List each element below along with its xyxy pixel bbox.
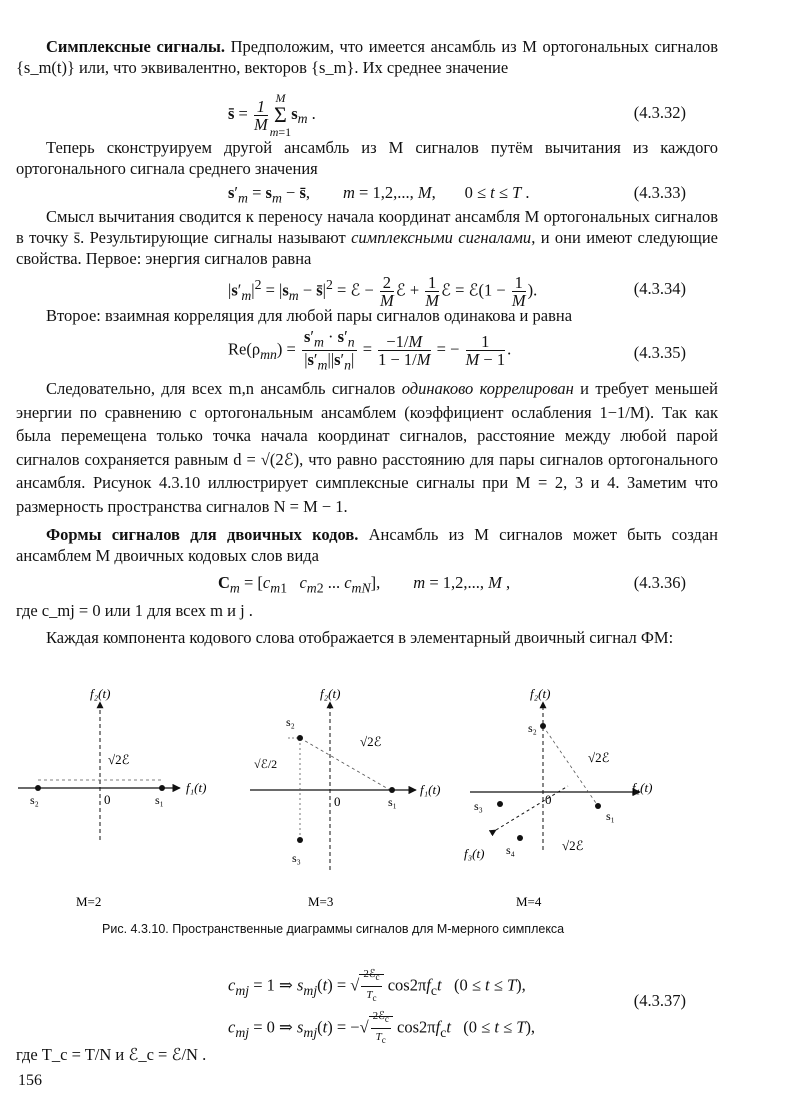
panel-label: M=2 (76, 894, 102, 909)
equation-number: (4.3.34) (633, 279, 686, 298)
point-s1 (595, 803, 601, 809)
paragraph-where-c: где c_mj = 0 или 1 для всех m и j . (16, 601, 253, 620)
heading-binary-codes: Формы сигналов для двоичных кодов. (46, 525, 359, 544)
label-f1: f₁(t) (420, 782, 441, 797)
label-f2: f₂(t) (90, 686, 111, 701)
label-dist: √2ℰ (108, 752, 130, 767)
label-dist: √2ℰ (588, 750, 610, 765)
panel-label: M=4 (516, 894, 542, 909)
equation-number: (4.3.33) (633, 183, 686, 202)
figure-caption: Рис. 4.3.10. Пространственные диаграммы сигналов для M-мерного симплекса (102, 922, 565, 936)
label-origin: 0 (545, 792, 552, 807)
label-half: √ℰ/2 (254, 757, 278, 771)
paragraph-consequently: Следовательно, для всех m,n ансамбль сигналов одинаково коррелирован и требует меньшей энергии по сравнению с ортогональным ансамблем (коэффициент ослабления 1−1/M). Так как была перемещена только точка начала координат сигналов, расстояние между любой парой сигналов сохраняется равным d = √(2ℰ), что равно расстоянию для пары сигналов ортогонального ансамбля. Рисунок 4.3.10 иллюстрирует симплексные сигналы при M = 2, 3 и 4. Заметим что размерность пространства сигналов N = M − 1. (16, 379, 718, 516)
label-f3: f₃(t) (464, 846, 485, 861)
label-dist: √2ℰ (562, 838, 584, 853)
label-s1: s₁ (606, 809, 615, 823)
point-s2 (540, 723, 546, 729)
paragraph-each-component: Каждая компонента кодового слова отображается в элементарный двоичный сигнал ФМ: (46, 628, 674, 647)
page-number: 156 (18, 1072, 42, 1089)
point-s1 (389, 787, 395, 793)
label-s3: s₃ (474, 799, 483, 813)
panel-m2 (18, 686, 206, 909)
equation-4-3-36: $C_m = [c_{m1}$ $c_{m2}$ ... $c_{mN}$], m = 1,2,..., M , (218, 573, 511, 596)
label-f2: f₂(t) (530, 686, 551, 701)
paragraph-meaning: Смысл вычитания сводится к переносу начала координат ансамбля M ортогональных сигналов в точку s̄. Результирующие сигналы называют симплексными сигналами, и они имеют следующие свойства. Первое: энергия сигналов равна (16, 207, 718, 268)
equation-4-3-32: s̄ = $\frac{1}{M}$ M Σ m=1 $s_m$ . (228, 91, 316, 139)
paragraph-simplex-intro: Симплексные сигналы. Предположим, что имеется ансамбль из M ортогональных сигналов {s_m(t)} или, что эквивалентно, векторов {s_m}. Их среднее значение (16, 37, 718, 77)
label-f2: f₂(t) (320, 686, 341, 701)
heading-simplex-signals: Симплексные сигналы. (46, 37, 225, 56)
label-s1: s₁ (388, 795, 397, 809)
label-s3: s₃ (292, 851, 301, 865)
label-s1: s₁ (155, 793, 164, 807)
equation-4-3-35: $Re(\rho_{mn})$ = $\frac{s'_m \cdot s'_n}{|s'_m||s'_n|}$ = $\frac{-1/M}{1 - 1/M}$ = − $\frac{1}{M - 1}$ . (228, 327, 512, 373)
equation-number: (4.3.35) (633, 343, 686, 362)
figure-simplex-diagrams (0, 680, 796, 940)
paragraph-binary-codes: Формы сигналов для двоичных кодов. Ансамбль из M сигналов может быть создан ансамблем M двоичных кодовых слов вида (16, 525, 718, 565)
paragraph-construct: Теперь сконструируем другой ансамбль из M сигналов путём вычитания из каждого ортогонального сигнала среднего значения (16, 138, 718, 178)
point-s2 (35, 785, 41, 791)
label-s2: s₂ (30, 793, 39, 807)
panel-m3 (250, 686, 440, 909)
equation-number: (4.3.36) (633, 573, 686, 592)
equation-4-3-34: $|s'_m|^2 = |s_m$ − $s̄|^2$ = ℰ − $\frac{2}{M}$ ℰ + $\frac{1}{M}$ ℰ = ℰ(1 − $\frac{1}{M}$ ). (228, 273, 538, 311)
panel-m4 (464, 686, 652, 909)
label-s4: s₄ (506, 843, 515, 857)
label-dist: √2ℰ (360, 734, 382, 749)
label-origin: 0 (334, 794, 341, 809)
equation-number: (4.3.37) (633, 991, 686, 1010)
point-s1 (159, 785, 165, 791)
label-origin: 0 (104, 792, 111, 807)
label-s2: s₂ (286, 715, 295, 729)
paragraph-where-t: где T_c = T/N и ℰ_c = ℰ/N . (16, 1045, 207, 1064)
panel-label: M=3 (308, 894, 334, 909)
point-s2 (297, 735, 303, 741)
equation-4-3-37-line2: $c_{mj} = 0$ ⇒ $s_{mj}(t)$ = −√ $\frac{2ℰ_c}{T_c}$ $\cos 2\pi f_ct$ (0 ≤ t ≤ T), (228, 1010, 536, 1046)
paragraph-second: Второе: взаимная корреляция для любой пары сигналов одинакова и равна (46, 306, 573, 325)
equation-4-3-37-line1: $c_{mj} = 1$ ⇒ $s_{mj}(t)$ = √ $\frac{2ℰ_c}{T_c}$ $\cos 2\pi f_ct$ (0 ≤ t ≤ T), (228, 968, 526, 1004)
label-f1: f₁(t) (632, 780, 653, 795)
equation-4-3-33: $s'_m = s_m$ − s̄, m = 1,2,..., M, 0 ≤ t ≤ T . (228, 183, 530, 206)
point-s3 (497, 801, 503, 807)
point-s4 (517, 835, 523, 841)
label-s2: s₂ (528, 721, 537, 735)
equation-number: (4.3.32) (633, 103, 686, 122)
label-f1: f₁(t) (186, 780, 207, 795)
point-s3 (297, 837, 303, 843)
